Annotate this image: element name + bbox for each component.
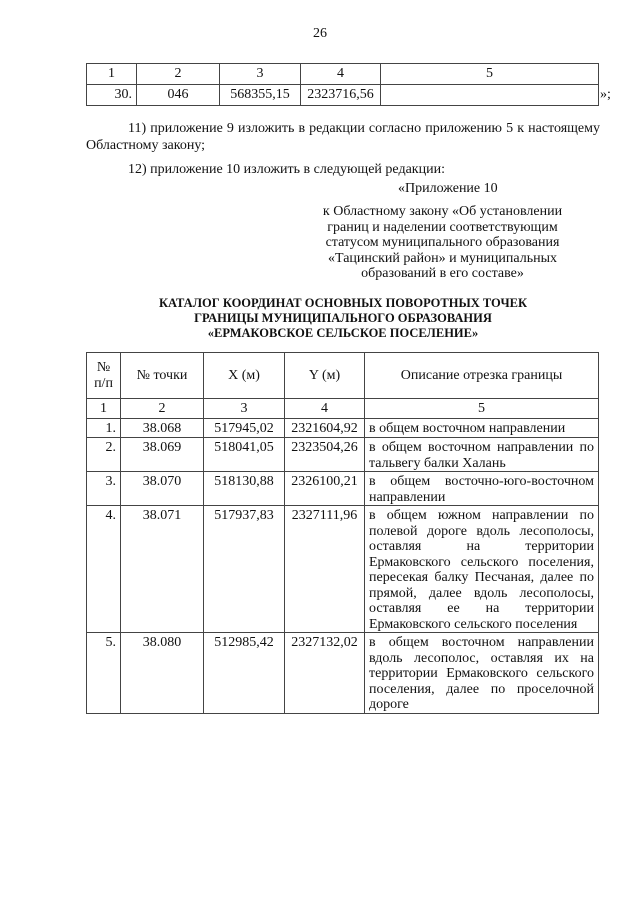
table-cell: 3 — [204, 399, 285, 419]
appendix-title: «Приложение 10 — [398, 181, 498, 196]
column-header-no: № п/п — [87, 353, 121, 399]
table-row — [87, 506, 599, 633]
table-cell: 4 — [301, 64, 381, 85]
y-coordinate: 2327132,02 — [285, 633, 365, 714]
point-number: 38.069 — [121, 438, 204, 472]
point-number: 046 — [137, 85, 220, 106]
segment-description — [381, 85, 599, 106]
appendix-line: к Областному закону «Об установлении — [322, 204, 563, 219]
column-header-x: X (м) — [204, 353, 285, 399]
x-coordinate: 518041,05 — [204, 438, 285, 472]
table-cell: 1 — [87, 399, 121, 419]
appendix-description — [300, 204, 585, 282]
row-number: 5. — [87, 633, 121, 714]
table-number-row — [87, 399, 599, 419]
y-coordinate: 2323716,56 — [301, 85, 381, 106]
row-number: 4. — [87, 506, 121, 633]
table-header-row — [87, 353, 599, 399]
table-cell: 3 — [220, 64, 301, 85]
table-row — [87, 419, 599, 438]
table-cell: 5 — [381, 64, 599, 85]
x-coordinate: 568355,15 — [220, 85, 301, 106]
catalog-heading-line: ГРАНИЦЫ МУНИЦИПАЛЬНОГО ОБРАЗОВАНИЯ — [194, 311, 492, 325]
y-coordinate: 2327111,96 — [285, 506, 365, 633]
appendix-line: границ и наделении соответствующим — [327, 219, 558, 235]
table-cell: 4 — [285, 399, 365, 419]
catalog-heading-line: «ЕРМАКОВСКОЕ СЕЛЬСКОЕ ПОСЕЛЕНИЕ» — [207, 326, 479, 340]
point-number: 38.080 — [121, 633, 204, 714]
segment-description: в общем восточном направлении по тальвегу балки Халань — [365, 438, 599, 472]
segment-description: в общем восточном направлении — [365, 419, 599, 438]
row-number: 1. — [87, 419, 121, 438]
row-number: 30. — [87, 85, 137, 106]
y-coordinate: 2323504,26 — [285, 438, 365, 472]
row-number: 3. — [87, 472, 121, 506]
segment-description: в общем южном направлении по полевой дороге вдоль лесополосы, оставляя на территории Ермаковского сельского поселения, пересекая балку Песчаная, далее по прямой, далее вдоль лесополосы, оставляя ее на территории Ермаковского сельского поселения — [365, 506, 599, 633]
catalog-heading-line: КАТАЛОГ КООРДИНАТ ОСНОВНЫХ ПОВОРОТНЫХ ТОЧЕК — [158, 296, 528, 310]
previous-table-fragment — [86, 63, 599, 106]
closing-quote: »; — [600, 87, 611, 102]
table-row — [87, 472, 599, 506]
table-row — [87, 438, 599, 472]
column-header-description: Описание отрезка границы — [365, 353, 599, 399]
appendix-line: «Тацинский район» и муниципальных — [327, 250, 557, 266]
point-number: 38.071 — [121, 506, 204, 633]
point-number: 38.070 — [121, 472, 204, 506]
y-coordinate: 2321604,92 — [285, 419, 365, 438]
x-coordinate: 518130,88 — [204, 472, 285, 506]
paragraph-item-11: 11) приложение 9 изложить в редакции согласно приложению 5 к настоящему Областному закону; — [86, 121, 600, 153]
table-row — [87, 633, 599, 714]
catalog-heading — [86, 296, 600, 341]
point-number: 38.068 — [121, 419, 204, 438]
appendix-line: статусом муниципального образования — [325, 235, 560, 250]
coordinates-table — [86, 352, 599, 714]
x-coordinate: 517937,83 — [204, 506, 285, 633]
paragraph-item-12: 12) приложение 10 изложить в следующей редакции: — [128, 162, 445, 177]
appendix-line: образований в его составе» — [361, 266, 524, 281]
page-number: 26 — [313, 26, 327, 41]
column-header-y: Y (м) — [285, 353, 365, 399]
table-cell: 2 — [137, 64, 220, 85]
table-number-row — [87, 64, 599, 85]
segment-description: в общем восточно-юго-восточном направлении — [365, 472, 599, 506]
table-cell: 1 — [87, 64, 137, 85]
table-row — [87, 85, 599, 106]
column-header-point: № точки — [121, 353, 204, 399]
x-coordinate: 517945,02 — [204, 419, 285, 438]
x-coordinate: 512985,42 — [204, 633, 285, 714]
segment-description: в общем восточном направлении вдоль лесополос, оставляя их на территории Ермаковского сельского поселения, далее по проселочной дороге — [365, 633, 599, 714]
table-cell: 2 — [121, 399, 204, 419]
row-number: 2. — [87, 438, 121, 472]
table-cell: 5 — [365, 399, 599, 419]
y-coordinate: 2326100,21 — [285, 472, 365, 506]
